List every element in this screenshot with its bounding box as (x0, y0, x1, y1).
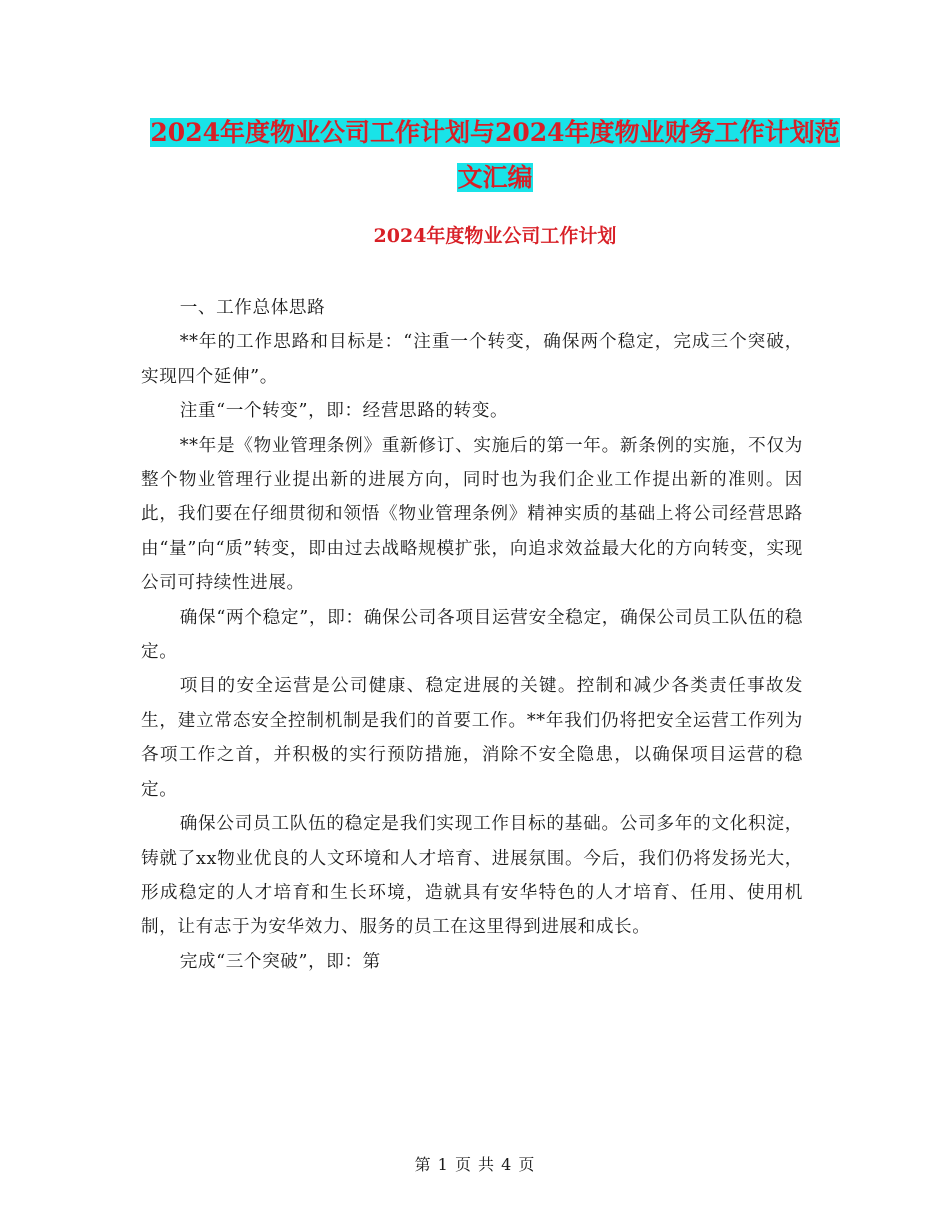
paragraph: 注重“一个转变”，即：经营思路的转变。 (179, 401, 509, 422)
paragraph: 项目的安全运营是公司健康、稳定进展的关键。控制和减少各类责任事故发生，建立常态安全控制机制是我们的首要工作。**年我们仍将把安全运营工作列为各项工作之首，并积极的实行预防措施，消除不安全隐患，以确保项目运营的稳定。 (141, 676, 803, 800)
document-title (140, 110, 850, 200)
paragraph: 一、工作总体思路 (179, 298, 326, 318)
document-body (141, 291, 803, 979)
paragraph: 确保“两个稳定”，即：确保公司各项目运营安全稳定，确保公司员工队伍的稳定。 (141, 607, 803, 663)
paragraph: **年是《物业管理条例》重新修订、实施后的第一年。新条例的实施，不仅为整个物业管理行业提出新的进展方向，同时也为我们企业工作提出新的准则。因此，我们要在仔细贯彻和领悟《物业管理条例》精神实质的基础上将公司经营思路由“量”向“质”转变，即由过去战略规模扩张，向追求效益最大化的方向转变，实现公司可持续性进展。 (141, 435, 803, 594)
document-title-highlight: 2024年度物业公司工作计划与2024年度物业财务工作计划范文汇编 (150, 118, 840, 192)
paragraph: **年的工作思路和目标是：“注重一个转变，确保两个稳定，完成三个突破，实现四个延伸”。 (141, 332, 803, 387)
section-title: 2024年度物业公司工作计划 (373, 225, 617, 247)
paragraph: 完成“三个突破”，即：第 (179, 951, 381, 972)
paragraph: 确保公司员工队伍的稳定是我们实现工作目标的基础。公司多年的文化积淀，铸就了xx物业优良的人文环境和人才培育、进展氛围。今后，我们仍将发扬光大，形成稳定的人才培育和生长环境，造就具有安华特色的人才培育、任用、使用机制，让有志于为安华效力、服务的员工在这里得到进展和成长。 (141, 814, 803, 938)
page-footer: 第 1 页 共 4 页 (414, 1155, 536, 1174)
